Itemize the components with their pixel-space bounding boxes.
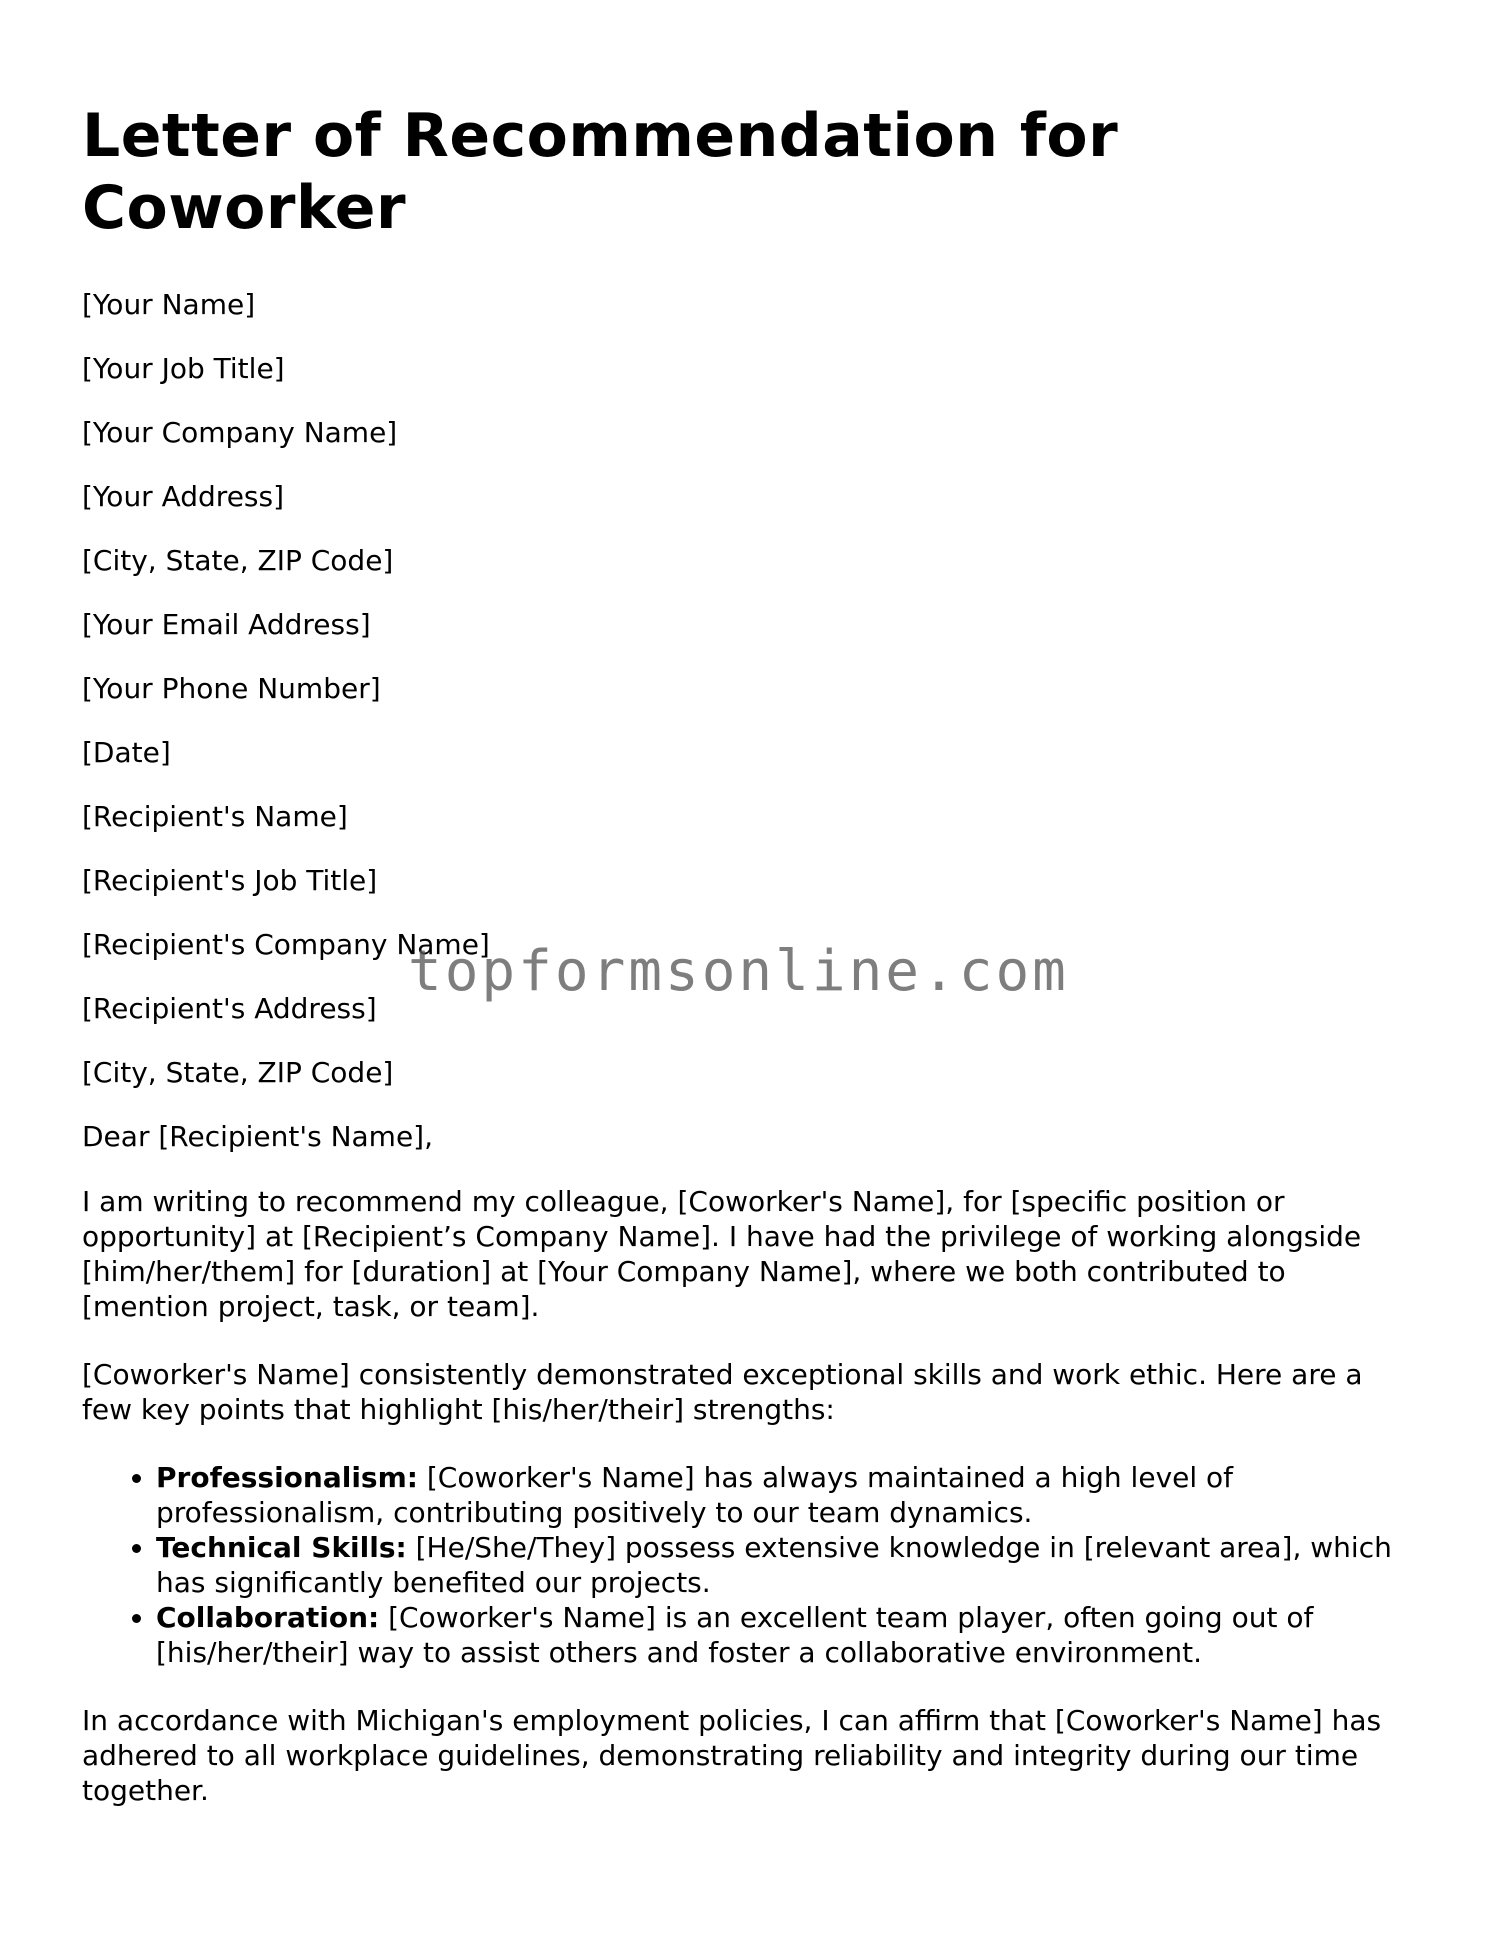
- point-label: Collaboration:: [156, 1601, 380, 1634]
- sender-company: [Your Company Name]: [82, 416, 398, 449]
- strengths-intro-paragraph: [Coworker's Name] consistently demonstrated exceptional skills and work ethic. Here are a few key points that highlight [his/her/their] strengths:: [82, 1358, 1363, 1426]
- strengths-list: [82, 1460, 1412, 1670]
- closing-paragraph: In accordance with Michigan's employment policies, I can affirm that [Coworker's Name] has adhered to all workplace guidelines, demonstrating reliability and integrity during our time together.: [82, 1704, 1382, 1807]
- sender-phone: [Your Phone Number]: [82, 672, 381, 705]
- page-title: Letter of Recommendation for Coworker: [82, 101, 1119, 243]
- list-item: [156, 1600, 1412, 1670]
- sender-name: [Your Name]: [82, 288, 256, 321]
- point-text: [Coworker's Name] is an excellent team player, often going out of [his/her/their] way to assist others and foster a collaborative environment.: [156, 1601, 1314, 1669]
- recipient-block: [82, 800, 1412, 1090]
- sender-city-state-zip: [City, State, ZIP Code]: [82, 544, 394, 577]
- recipient-city-state-zip: [City, State, ZIP Code]: [82, 1056, 394, 1089]
- watermark: topformsonline.com: [408, 939, 1069, 1004]
- sender-address: [Your Address]: [82, 480, 285, 513]
- list-item: [156, 1460, 1412, 1530]
- recipient-name: [Recipient's Name]: [82, 800, 348, 833]
- sender-block: [82, 288, 1412, 770]
- sender-email: [Your Email Address]: [82, 608, 371, 641]
- letter-document: [82, 100, 1412, 1841]
- salutation: Dear [Recipient's Name],: [82, 1120, 433, 1153]
- point-label: Technical Skills:: [156, 1531, 407, 1564]
- recipient-job-title: [Recipient's Job Title]: [82, 864, 378, 897]
- point-label: Professionalism:: [156, 1461, 418, 1494]
- list-item: [156, 1530, 1412, 1600]
- point-text: [Coworker's Name] has always maintained a high level of professionalism, contributing positively to our team dynamics.: [156, 1461, 1234, 1529]
- sender-job-title: [Your Job Title]: [82, 352, 285, 385]
- recipient-address: [Recipient's Address]: [82, 992, 377, 1025]
- point-text: [He/She/They] possess extensive knowledge in [relevant area], which has significantly benefited our projects.: [156, 1531, 1392, 1599]
- letter-date: [Date]: [82, 736, 171, 769]
- recipient-company: [Recipient's Company Name]: [82, 928, 490, 961]
- intro-paragraph: I am writing to recommend my colleague, [Coworker's Name], for [specific position or opportunity] at [Recipient’s Company Name]. I have had the privilege of working alongside [him/her/them] for [duration] at [Your Company Name], where we both contributed to [mention project, task, or team].: [82, 1185, 1362, 1323]
